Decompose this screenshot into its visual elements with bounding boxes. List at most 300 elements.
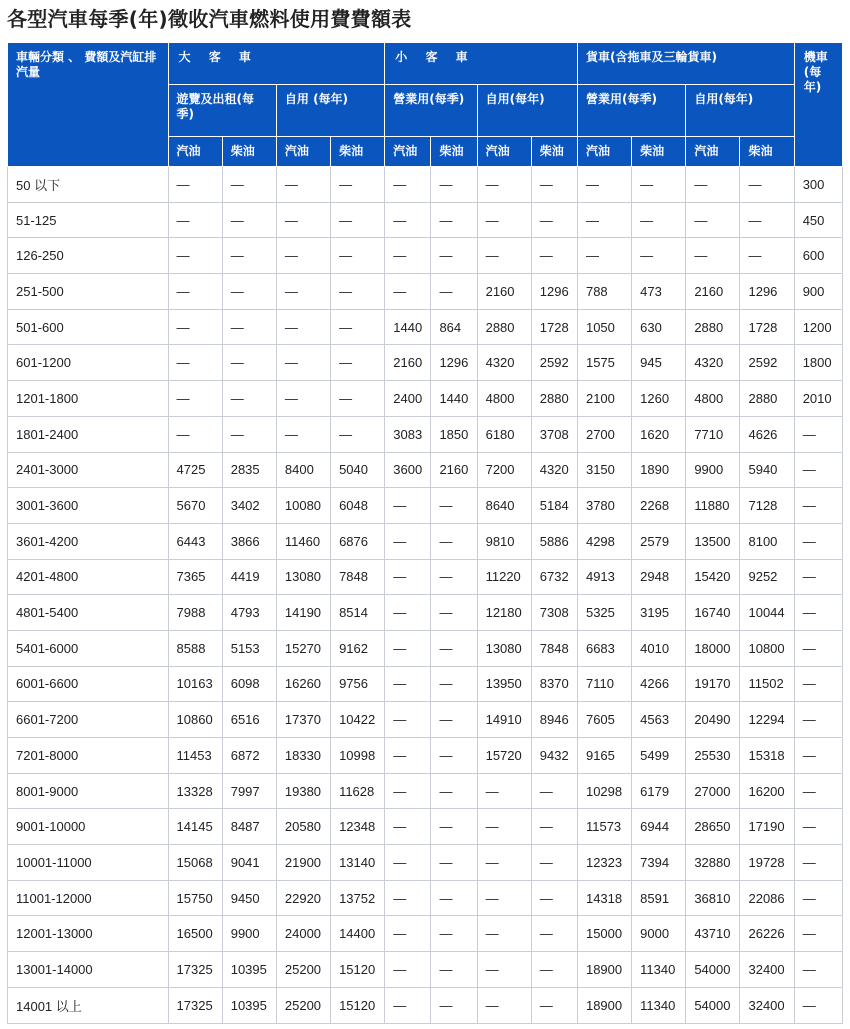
fee-cell: 11573 <box>577 809 631 845</box>
fee-cell: — <box>632 202 686 238</box>
fee-cell: 2010 <box>794 381 842 417</box>
fee-cell: 6179 <box>632 773 686 809</box>
fee-cell: 4010 <box>632 630 686 666</box>
fee-cell: — <box>385 845 431 881</box>
fee-cell: — <box>385 666 431 702</box>
fee-cell: 9041 <box>222 845 276 881</box>
fee-cell: — <box>794 773 842 809</box>
fee-cell: — <box>276 274 330 310</box>
fee-cell: 16200 <box>740 773 794 809</box>
fee-cell: 1620 <box>632 416 686 452</box>
fee-cell: 18000 <box>686 630 740 666</box>
fee-cell: 2700 <box>577 416 631 452</box>
table-row <box>8 630 843 666</box>
table-row <box>8 488 843 524</box>
fee-cell: — <box>222 416 276 452</box>
row-label: 14001 以上 <box>8 987 169 1023</box>
fee-cell: 8100 <box>740 523 794 559</box>
fee-cell: 9000 <box>632 916 686 952</box>
fee-cell: — <box>794 809 842 845</box>
table-row <box>8 809 843 845</box>
row-label: 7201-8000 <box>8 738 169 774</box>
fee-cell: 16500 <box>168 916 222 952</box>
fee-cell: 8487 <box>222 809 276 845</box>
fee-cell: — <box>331 309 385 345</box>
fuel-header: 柴油 <box>740 137 794 167</box>
fee-cell: 5153 <box>222 630 276 666</box>
fee-cell: — <box>385 167 431 203</box>
table-row <box>8 773 843 809</box>
fee-cell: — <box>740 167 794 203</box>
fee-cell: 4725 <box>168 452 222 488</box>
fee-cell: — <box>794 452 842 488</box>
fee-cell: 1440 <box>385 309 431 345</box>
fee-cell: 15120 <box>331 952 385 988</box>
fee-cell: 19170 <box>686 666 740 702</box>
fee-cell: — <box>531 845 577 881</box>
group-car: 小 客 車 <box>385 43 578 85</box>
fee-cell: 16740 <box>686 595 740 631</box>
table-row <box>8 666 843 702</box>
fee-cell: — <box>385 738 431 774</box>
fee-cell: — <box>632 238 686 274</box>
fee-cell: 17190 <box>740 809 794 845</box>
subgroup-truck-private: 自用(每年) <box>686 85 794 137</box>
row-label: 5401-6000 <box>8 630 169 666</box>
fee-cell: 2268 <box>632 488 686 524</box>
fee-cell: 1440 <box>431 381 477 417</box>
fee-cell: — <box>477 845 531 881</box>
fee-cell: 25200 <box>276 987 330 1023</box>
fuel-header: 柴油 <box>632 137 686 167</box>
fee-cell: — <box>794 952 842 988</box>
fee-cell: 15000 <box>577 916 631 952</box>
row-label: 10001-11000 <box>8 845 169 881</box>
fee-cell: — <box>276 345 330 381</box>
fee-cell: — <box>531 773 577 809</box>
fee-cell: 2880 <box>686 309 740 345</box>
fee-cell: — <box>385 809 431 845</box>
fee-cell: — <box>431 488 477 524</box>
table-row <box>8 381 843 417</box>
fee-cell: 2880 <box>531 381 577 417</box>
fee-cell: 1200 <box>794 309 842 345</box>
fee-cell: 15270 <box>276 630 330 666</box>
fee-cell: 4298 <box>577 523 631 559</box>
fuel-header: 汽油 <box>168 137 222 167</box>
fee-cell: 5325 <box>577 595 631 631</box>
fee-cell: — <box>794 595 842 631</box>
fee-cell: 19380 <box>276 773 330 809</box>
row-label: 13001-14000 <box>8 952 169 988</box>
fee-cell: 36810 <box>686 880 740 916</box>
fee-cell: 3600 <box>385 452 431 488</box>
fee-cell: 8514 <box>331 595 385 631</box>
fee-cell: — <box>431 238 477 274</box>
fee-cell: — <box>794 738 842 774</box>
fee-cell: — <box>686 167 740 203</box>
fee-cell: 18900 <box>577 952 631 988</box>
fuel-header: 汽油 <box>477 137 531 167</box>
fee-cell: 6876 <box>331 523 385 559</box>
fee-cell: — <box>168 274 222 310</box>
fee-cell: 6098 <box>222 666 276 702</box>
fee-cell: 5886 <box>531 523 577 559</box>
fee-cell: — <box>477 809 531 845</box>
fee-cell: 19728 <box>740 845 794 881</box>
fee-cell: 4320 <box>531 452 577 488</box>
fee-cell: 2160 <box>477 274 531 310</box>
fee-cell: 5499 <box>632 738 686 774</box>
fee-cell: 2100 <box>577 381 631 417</box>
fee-cell: 8400 <box>276 452 330 488</box>
table-row <box>8 738 843 774</box>
fee-cell: 8640 <box>477 488 531 524</box>
fee-cell: — <box>385 202 431 238</box>
table-row <box>8 987 843 1023</box>
fee-cell: 22920 <box>276 880 330 916</box>
fee-cell: 10298 <box>577 773 631 809</box>
fee-cell: 14400 <box>331 916 385 952</box>
fee-cell: 32400 <box>740 987 794 1023</box>
fee-cell: — <box>385 880 431 916</box>
fee-cell: 5940 <box>740 452 794 488</box>
row-label: 9001-10000 <box>8 809 169 845</box>
fee-cell: 2579 <box>632 523 686 559</box>
row-label: 2401-3000 <box>8 452 169 488</box>
fee-cell: — <box>431 809 477 845</box>
table-row <box>8 880 843 916</box>
fee-cell: 15720 <box>477 738 531 774</box>
table-row <box>8 167 843 203</box>
row-label: 50 以下 <box>8 167 169 203</box>
fee-cell: 10860 <box>168 702 222 738</box>
fee-cell: 9162 <box>331 630 385 666</box>
fee-cell: — <box>276 238 330 274</box>
fee-cell: — <box>686 238 740 274</box>
fee-cell: — <box>794 523 842 559</box>
fee-cell: 24000 <box>276 916 330 952</box>
fee-cell: 9900 <box>686 452 740 488</box>
fee-cell: 900 <box>794 274 842 310</box>
fee-cell: — <box>577 202 631 238</box>
fee-cell: — <box>431 880 477 916</box>
table-row <box>8 952 843 988</box>
fee-cell: 10422 <box>331 702 385 738</box>
fee-cell: — <box>385 523 431 559</box>
fee-cell: 10044 <box>740 595 794 631</box>
fee-cell: — <box>794 630 842 666</box>
row-label: 11001-12000 <box>8 880 169 916</box>
fee-cell: 43710 <box>686 916 740 952</box>
fee-cell: 1890 <box>632 452 686 488</box>
fee-cell: — <box>222 202 276 238</box>
fee-cell: — <box>477 952 531 988</box>
fee-cell: 11453 <box>168 738 222 774</box>
fee-cell: 630 <box>632 309 686 345</box>
fee-cell: — <box>331 416 385 452</box>
table-row <box>8 702 843 738</box>
fee-cell: 12323 <box>577 845 631 881</box>
fee-cell: — <box>385 488 431 524</box>
fee-cell: 4626 <box>740 416 794 452</box>
fee-cell: 2835 <box>222 452 276 488</box>
fee-cell: 3083 <box>385 416 431 452</box>
fee-cell: — <box>632 167 686 203</box>
fee-cell: — <box>531 809 577 845</box>
group-motorcycle: 機車(每年) <box>794 43 842 167</box>
fee-cell: 6683 <box>577 630 631 666</box>
fee-cell: 16260 <box>276 666 330 702</box>
fee-cell: 1800 <box>794 345 842 381</box>
fee-cell: 1850 <box>431 416 477 452</box>
fee-cell: 13080 <box>276 559 330 595</box>
fee-cell: 1260 <box>632 381 686 417</box>
fee-cell: — <box>331 238 385 274</box>
subgroup-bus-private: 自用 (每年) <box>276 85 384 137</box>
subgroup-truck-business: 營業用(每季) <box>577 85 685 137</box>
fee-cell: 2400 <box>385 381 431 417</box>
row-label: 126-250 <box>8 238 169 274</box>
table-row <box>8 416 843 452</box>
fee-cell: — <box>477 167 531 203</box>
fee-cell: — <box>794 416 842 452</box>
fee-cell: — <box>431 738 477 774</box>
fee-cell: 4320 <box>477 345 531 381</box>
fee-cell: 788 <box>577 274 631 310</box>
fee-cell: 21900 <box>276 845 330 881</box>
group-truck: 貨車(含拖車及三輪貨車) <box>577 43 794 85</box>
fee-cell: 7988 <box>168 595 222 631</box>
fee-cell: 6180 <box>477 416 531 452</box>
fee-cell: 2592 <box>740 345 794 381</box>
fee-cell: — <box>276 202 330 238</box>
fee-cell: — <box>431 702 477 738</box>
fee-cell: 17370 <box>276 702 330 738</box>
fee-cell: 7848 <box>531 630 577 666</box>
fee-cell: 10395 <box>222 952 276 988</box>
fee-cell: 54000 <box>686 987 740 1023</box>
fee-cell: 15420 <box>686 559 740 595</box>
table-row <box>8 274 843 310</box>
fee-cell: — <box>276 309 330 345</box>
fee-cell: 32400 <box>740 952 794 988</box>
fee-cell: — <box>168 309 222 345</box>
fee-cell: — <box>431 845 477 881</box>
fee-cell: 7110 <box>577 666 631 702</box>
fee-cell: 8370 <box>531 666 577 702</box>
fee-cell: 8588 <box>168 630 222 666</box>
fee-cell: 22086 <box>740 880 794 916</box>
fee-cell: — <box>385 987 431 1023</box>
table-row <box>8 845 843 881</box>
fee-cell: 945 <box>632 345 686 381</box>
fee-table <box>7 42 843 1024</box>
fee-cell: — <box>431 202 477 238</box>
fee-cell: — <box>477 916 531 952</box>
fee-cell: — <box>431 559 477 595</box>
fee-cell: — <box>431 274 477 310</box>
fee-cell: — <box>794 916 842 952</box>
fee-cell: 2592 <box>531 345 577 381</box>
fee-cell: 11340 <box>632 952 686 988</box>
fee-cell: 32880 <box>686 845 740 881</box>
fee-cell: 7848 <box>331 559 385 595</box>
fee-cell: — <box>222 167 276 203</box>
fee-cell: — <box>431 916 477 952</box>
fee-cell: — <box>794 666 842 702</box>
fee-cell: 1296 <box>740 274 794 310</box>
subgroup-bus-tour: 遊覽及出租(每季) <box>168 85 276 137</box>
fee-cell: 3150 <box>577 452 631 488</box>
fee-cell: 7605 <box>577 702 631 738</box>
fee-cell: 8946 <box>531 702 577 738</box>
fee-cell: 9810 <box>477 523 531 559</box>
fee-cell: — <box>477 880 531 916</box>
row-label: 501-600 <box>8 309 169 345</box>
row-label: 1201-1800 <box>8 381 169 417</box>
fuel-header: 汽油 <box>385 137 431 167</box>
fee-cell: 9432 <box>531 738 577 774</box>
fee-cell: — <box>431 167 477 203</box>
fee-cell: 9252 <box>740 559 794 595</box>
row-label: 3601-4200 <box>8 523 169 559</box>
fee-cell: — <box>431 595 477 631</box>
fee-cell: 4800 <box>686 381 740 417</box>
row-label: 12001-13000 <box>8 916 169 952</box>
fee-cell: 9756 <box>331 666 385 702</box>
fee-cell: 7997 <box>222 773 276 809</box>
table-row <box>8 238 843 274</box>
fee-cell: — <box>431 773 477 809</box>
fee-cell: 25530 <box>686 738 740 774</box>
fuel-header: 柴油 <box>331 137 385 167</box>
fee-cell: — <box>794 845 842 881</box>
fee-cell: 4793 <box>222 595 276 631</box>
fee-cell: — <box>531 880 577 916</box>
fee-cell: 14190 <box>276 595 330 631</box>
fee-cell: 4800 <box>477 381 531 417</box>
header-corner: 車輛分類 、 費額及汽缸排汽量 <box>8 43 169 167</box>
table-row <box>8 916 843 952</box>
row-label: 4201-4800 <box>8 559 169 595</box>
fee-cell: — <box>477 773 531 809</box>
fee-cell: — <box>431 630 477 666</box>
fee-cell: 6048 <box>331 488 385 524</box>
fee-cell: 3866 <box>222 523 276 559</box>
fee-cell: 2160 <box>431 452 477 488</box>
fee-cell: 10998 <box>331 738 385 774</box>
fee-cell: 8591 <box>632 880 686 916</box>
fee-cell: — <box>385 595 431 631</box>
row-label: 6601-7200 <box>8 702 169 738</box>
row-label: 251-500 <box>8 274 169 310</box>
fee-cell: 1728 <box>531 309 577 345</box>
fee-cell: 54000 <box>686 952 740 988</box>
fee-cell: 11628 <box>331 773 385 809</box>
fee-cell: — <box>531 952 577 988</box>
fuel-header: 汽油 <box>686 137 740 167</box>
fee-cell: — <box>168 345 222 381</box>
fee-cell: 11880 <box>686 488 740 524</box>
fee-cell: 1050 <box>577 309 631 345</box>
subgroup-car-private: 自用(每年) <box>477 85 577 137</box>
fee-cell: 13500 <box>686 523 740 559</box>
row-label: 601-1200 <box>8 345 169 381</box>
fee-cell: 9900 <box>222 916 276 952</box>
fee-cell: 10800 <box>740 630 794 666</box>
fee-cell: — <box>222 238 276 274</box>
fuel-header: 汽油 <box>577 137 631 167</box>
fee-cell: 7308 <box>531 595 577 631</box>
fee-cell: 7394 <box>632 845 686 881</box>
row-label: 1801-2400 <box>8 416 169 452</box>
fee-cell: 7200 <box>477 452 531 488</box>
fee-cell: — <box>577 167 631 203</box>
fee-cell: 5670 <box>168 488 222 524</box>
fee-cell: — <box>385 773 431 809</box>
fee-cell: 7128 <box>740 488 794 524</box>
fee-cell: 13752 <box>331 880 385 916</box>
fee-cell: — <box>431 952 477 988</box>
fee-cell: 4419 <box>222 559 276 595</box>
fee-cell: 27000 <box>686 773 740 809</box>
fee-cell: 12294 <box>740 702 794 738</box>
table-row <box>8 309 843 345</box>
fee-cell: 11340 <box>632 987 686 1023</box>
table-row <box>8 595 843 631</box>
fee-cell: 17325 <box>168 952 222 988</box>
fee-cell: 450 <box>794 202 842 238</box>
fee-cell: — <box>385 630 431 666</box>
fee-cell: 11502 <box>740 666 794 702</box>
fee-cell: 5184 <box>531 488 577 524</box>
fee-cell: 12348 <box>331 809 385 845</box>
fee-cell: 15750 <box>168 880 222 916</box>
fee-cell: 14318 <box>577 880 631 916</box>
fee-cell: 4563 <box>632 702 686 738</box>
fee-cell: — <box>222 309 276 345</box>
fee-cell: 600 <box>794 238 842 274</box>
fee-cell: — <box>331 202 385 238</box>
fee-cell: 15120 <box>331 987 385 1023</box>
fee-cell: — <box>385 559 431 595</box>
fee-cell: 13950 <box>477 666 531 702</box>
fee-cell: 10395 <box>222 987 276 1023</box>
fee-cell: 11220 <box>477 559 531 595</box>
page-title: 各型汽車每季(年)徵收汽車燃料使用費費額表 <box>7 7 412 31</box>
fee-cell: 11460 <box>276 523 330 559</box>
fee-cell: 1728 <box>740 309 794 345</box>
fee-cell: — <box>276 381 330 417</box>
fee-cell: — <box>385 238 431 274</box>
fee-cell: — <box>531 987 577 1023</box>
table-header <box>8 43 843 167</box>
fee-cell: 18330 <box>276 738 330 774</box>
fee-cell: 9165 <box>577 738 631 774</box>
fee-cell: — <box>431 666 477 702</box>
row-label: 6001-6600 <box>8 666 169 702</box>
fee-cell: 4320 <box>686 345 740 381</box>
fee-cell: 14145 <box>168 809 222 845</box>
fuel-header: 汽油 <box>276 137 330 167</box>
fee-cell: — <box>794 559 842 595</box>
fee-cell: 6443 <box>168 523 222 559</box>
table-body <box>8 167 843 1024</box>
fee-cell: — <box>276 416 330 452</box>
fee-cell: 17325 <box>168 987 222 1023</box>
fee-cell: 6516 <box>222 702 276 738</box>
